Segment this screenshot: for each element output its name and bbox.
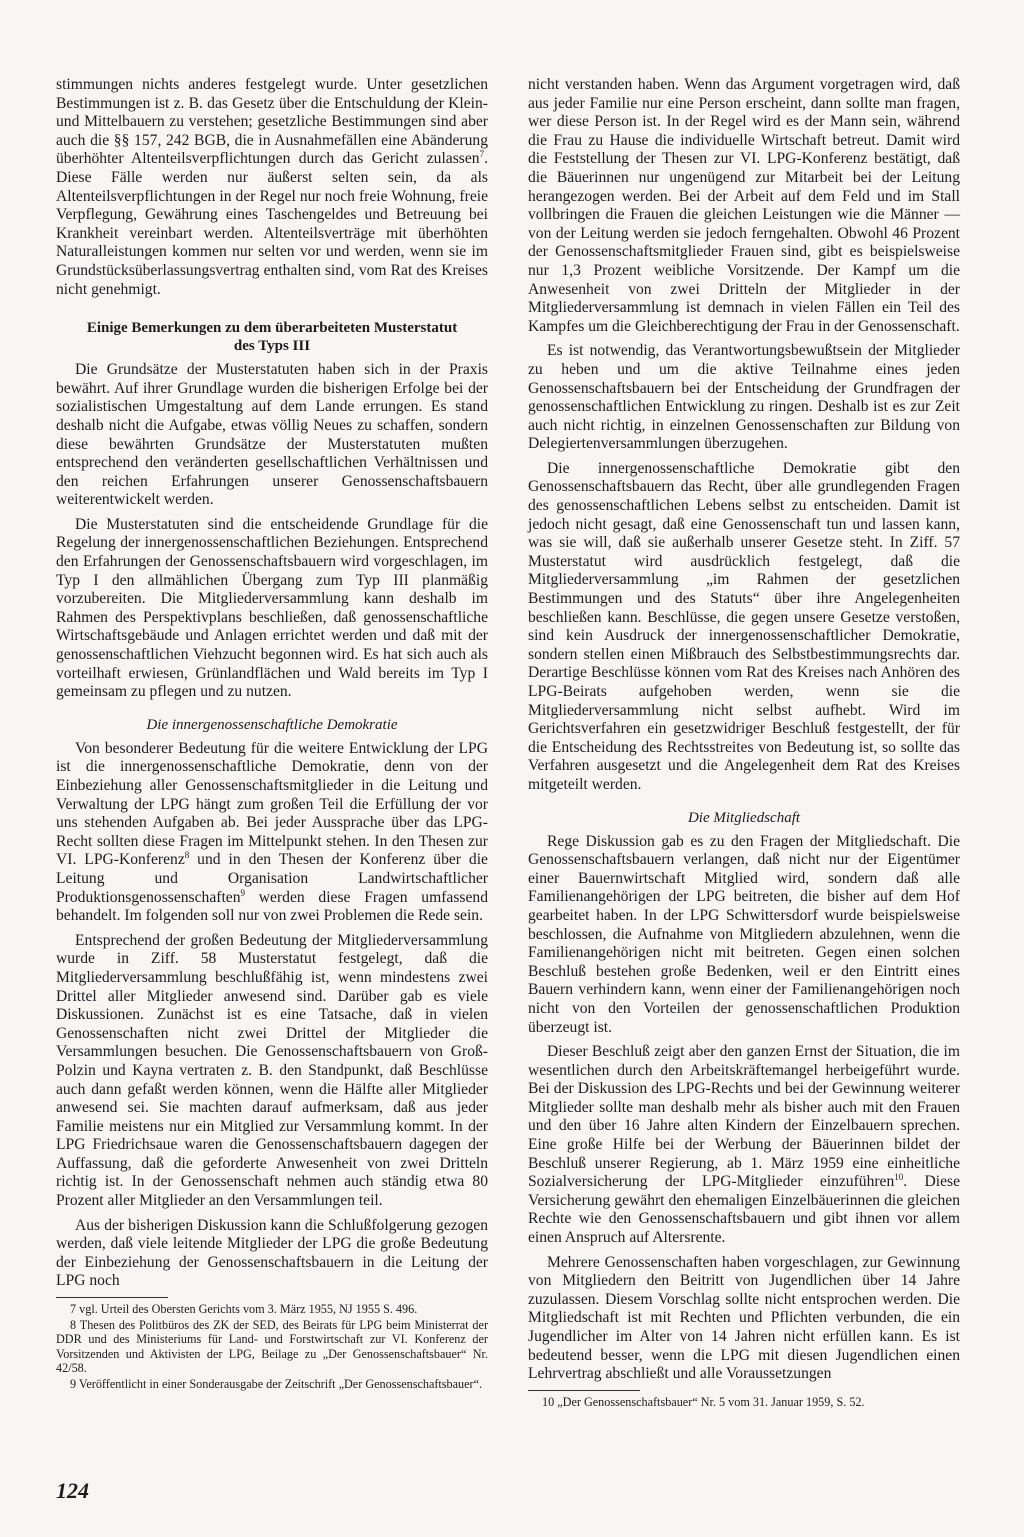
page-number: 124 [56, 1478, 89, 1503]
footnote: 9 Veröffentlicht in einer Sonderausgabe der Zeitschrift „Der Genossenschaftsbauer“. [70, 1377, 483, 1392]
section-heading: Einige Bemerkungen zu dem überarbeiteten Musterstatut des Typs III [86, 320, 458, 355]
paragraph: Aus der bisherigen Diskussion kann die Schlußfolgerung gezogen werden, daß viele leitende Mitglieder der LPG die große Bedeutung der Einbeziehung der Genossenschaftsbauern in die Leitung der LPG noch [56, 1216, 488, 1290]
paragraph: stimmungen nichts anderes festgelegt wurde. Unter gesetzlichen Bestimmungen ist z. B. das Gesetz über die Entschuldung der Klein- und Mittelbauern zu verstehen; gesetzliche Bestimmungen sind aber auch die §§ 157, 242 BGB, die in Ausnahmefällen eine Abänderung überhöhter Altenteilsverpflichtungen durch das Gericht zulassen$^7$. Diese Fälle werden nur äußerst selten sein, da als Altenteilsverpflichtungen in der Regel nur noch freie Wohnung, freie Verpflegung, Gewährung eines Taschengeldes und Betreuung bei Krankheit vereinbart werden. Altenteilsverträge mit überhöhten Naturalleistungen kommen nur selten vor und werden, wenn sie im Grundstücksüberlassungsvertrag enthalten sind, vom Rat des Kreises nicht genehmigt. [56, 76, 488, 298]
paragraph: Rege Diskussion gab es zu den Fragen der Mitgliedschaft. Die Genossenschaftsbauern verlangen, daß nicht nur der Eigentümer einer Bauernwirtschaft Mitglied wird, sondern daß alle Familienangehörigen der LPG beitreten, die bisher auf dem Hof gearbeitet haben. In der LPG Schwittersdorf wurde beispielsweise beschlossen, die Aufnahme von Mitgliedern abzulehnen, wenn die Familienangehörigen nicht mit beitreten. Gegen einen solchen Beschluß bestehen große Bedenken, weil er den Eintritt eines Bauern verhindern kann, wenn einer der Familienangehörigen noch nicht von den Vorteilen der genossenschaftlichen Produktion überzeugt ist. [528, 832, 960, 1036]
footnote: 10 „Der Genossenschaftsbauer“ Nr. 5 vom 31. Januar 1959, S. 52. [542, 1394, 865, 1409]
paragraph: Von besonderer Bedeutung für die weitere Entwicklung der LPG ist die innergenossenschaftliche Demokratie, denn von der Einbeziehung aller Genossenschaftsmitglieder in die Leitung und Verwaltung der LPG hängt zum großen Teil die Erfüllung der vor uns stehenden Aufgaben ab. Bei jeder Aussprache über das LPG-Recht sollten diese Fragen im Mittelpunkt stehen. In den Thesen zur VI. LPG-Konferenz$^8$ und in den Thesen der Konferenz über die Leitung und Organisation Landwirtschaftlicher Produktionsgenossenschaften$^9$ werden diese Fragen umfassend behandelt. Im folgenden soll nur von zwei Problemen die Rede sein. [56, 739, 488, 925]
subsection-heading: Die innergenossenschaftliche Demokratie [146, 716, 398, 733]
footnote: 8 Thesen des Politbüros des ZK der SED, des Beirats für LPG beim Ministerrat der DDR und des Ministeriums für Land- und Forstwirtschaft zur VI. Konferenz der Vorsitzenden und Aktivisten der LPG, Beilage zu „Der Genossenschaftsbauer“ Nr. 42/58. [56, 1318, 488, 1375]
paragraph: Die Musterstatuten sind die entscheidende Grundlage für die Regelung der innergenossenschaftlichen Beziehungen. Entsprechend den Erfahrungen der Genossenschaftsbauern wird vorgeschlagen, im Typ I den allmählichen Übergang zum Typ III planmäßig vorzubereiten. Die Mitgliederversammlung kann deshalb im Rahmen des Perspektivplans beschließen, daß genossenschaftliche Wirtschaftsgebäude und Anlagen errichtet werden und daß mit der genossenschaftlichen Viehzucht begonnen wird. Es hat sich auch als vorteilhaft erwiesen, Grünlandflächen und Wald bereits im Typ I gemeinsam zu pflegen und zu nutzen. [56, 515, 488, 701]
paragraph: Die Grundsätze der Musterstatuten haben sich in der Praxis bewährt. Auf ihrer Grundlage wurden die bisherigen Erfolge bei der sozialistischen Umgestaltung auf dem Lande errungen. Es stand deshalb nicht die Aufgabe, etwas völlig Neues zu schaffen, sondern diese bewährten Grundsätze der Musterstatuten mußten entsprechend den veränderten gesellschaftlichen Verhältnissen und den reichen Erfahrungen unserer Genossenschaftsbauern weiterentwickelt werden. [56, 361, 488, 509]
right-column [528, 76, 960, 1411]
footnote-ref: 8 [184, 850, 190, 861]
paragraph: Es ist notwendig, das Verantwortungsbewußtsein der Mitglieder zu heben und um die aktive Teilnahme eines jeden Genossenschaftsbauern bei der Entscheidung der Grundfragen der genossenschaftlichen Entwicklung zu ringen. Deshalb ist es zur Zeit auch nicht richtig, in einzelnen Genossenschaften zur Bildung von Delegiertenversammlungen überzugehen. [528, 342, 960, 453]
paragraph: Die innergenossenschaftliche Demokratie gibt den Genossenschaftsbauern das Recht, über alle grundlegenden Fragen des genossenschaftlichen Lebens selbst zu entscheiden. Damit ist jedoch nicht gesagt, daß eine Genossenschaft tun und lassen kann, was sie will, daß sie außerhalb unserer Gesetze steht. In Ziff. 57 Musterstatut wird ausdrücklich festgelegt, daß die Mitgliederversammlung „im Rahmen der gesetzlichen Bestimmungen und des Statuts“ über ihre Angelegenheiten beschließen kann. Beschlüsse, die gegen unsere Gesetze verstoßen, sind kein Ausdruck der innergenossenschaftlicher Demokratie, sondern stellen einen Mißbrauch des Selbstbestimmungsrechts dar. Derartige Beschlüsse können vom Rat des Kreises nach Anhören des LPG-Beirats aufgehoben werden, wenn sie die Mitgliederversammlung nicht selbst aufhebt. Wird im Gerichtsverfahren ein gesetzwidriger Beschluß festgestellt, der für die Entscheidung des Rechtsstreites von Bedeutung ist, so sollte das Verfahren ausgesetzt und die Angelegenheit dem Rat des Kreises mitgeteilt werden. [528, 459, 960, 793]
footnote-ref: 7 [479, 149, 485, 160]
footnote-ref: 10 [894, 1172, 904, 1183]
left-column [56, 76, 488, 1393]
paragraph: nicht verstanden haben. Wenn das Argument vorgetragen wird, daß aus jeder Familie nur eine Person erscheint, dann sollte man fragen, wer diese Person ist. In der Regel wird es der Mann sein, während die Frau zu Hause die individuelle Wirtschaft betreut. Damit wird die Feststellung der Thesen zur VI. LPG-Konferenz bestätigt, daß die Bäuerinnen nur ungenügend zur Mitarbeit bei der Leitung herangezogen werden. Bei der Arbeit auf dem Feld und im Stall vollbringen die Frauen die gleichen Leistungen wie die Männer — von der Leitung werden sie jedoch ferngehalten. Obwohl 46 Prozent der Genossenschaftsmitglieder Frauen sind, gibt es beispielsweise nur 1,3 Prozent weibliche Vorsitzende. Der Kampf um die Anwesenheit von zwei Dritteln der Mitglieder in der Mitgliederversammlung ist demnach in vielen Fällen ein Teil des Kampfes um die Gleichberechtigung der Frau in der Genossenschaft. [528, 76, 960, 335]
footnote-divider [528, 1390, 640, 1391]
paragraph: Entsprechend der großen Bedeutung der Mitgliederversammlung wurde in Ziff. 58 Musterstatut festgelegt, daß die Mitgliederversammlung beschlußfähig ist, wenn mindestens zwei Drittel aller Mitglieder anwesend sind. Darüber gab es viele Diskussionen. Zunächst ist es eine Tatsache, daß in vielen Genossenschaften nicht zwei Drittel der Mitglieder die Versammlungen besuchen. Die Genossenschaftsbauern von Groß-Polzin und Kayna vertraten z. B. den Standpunkt, daß Beschlüsse auch dann gefaßt werden können, wenn die Hälfte aller Mitglieder anwesend sei. Sie machten darauf aufmerksam, daß aus jeder Familie meistens nur ein Mitglied zur Versammlung kommt. In der LPG Friedrichsaue waren die Genossenschaftsbauern dagegen der Auffassung, daß die geforderte Anwesenheit von zwei Dritteln richtig ist. In der Genossenschaft nehmen auch ständig etwa 80 Prozent aller Mitglieder an den Versammlungen teil. [56, 931, 488, 1210]
paragraph: Mehrere Genossenschaften haben vorgeschlagen, zur Gewinnung von Mitgliedern den Beitritt von Jugendlichen über 14 Jahre zuzulassen. Diesem Vorschlag sollte nicht entsprochen werden. Die Mitgliedschaft ist mit Rechten und Pflichten verbunden, die ein Jugendlicher im Alter von 14 Jahren nicht erfüllen kann. Es ist bedeutend besser, wenn die LPG mit diesen Jugendlichen einen Lehrvertrag abschließt und alle Voraussetzungen [528, 1253, 960, 1383]
footnote: 7 vgl. Urteil des Obersten Gerichts vom 3. März 1955, NJ 1955 S. 496. [70, 1302, 418, 1317]
footnote-ref: 9 [240, 887, 245, 898]
paragraph: Dieser Beschluß zeigt aber den ganzen Ernst der Situation, die im wesentlichen durch den Arbeitskräftemangel herbeigeführt wurde. Bei der Diskussion des LPG-Rechts und bei der Gewinnung weiterer Mitglieder sollte man deshalb mehr als bisher auch mit den Frauen und den über 16 Jahre alten Kindern der Einzelbauern sprechen. Eine große Hilfe bei der Werbung der Bäuerinnen bildet der Beschluß unserer Regierung, ab 1. März 1959 eine einheitliche Sozialversicherung der LPG-Mitglieder einzuführen$^{10}$. Diese Versicherung gewährt den ehemaligen Einzelbäuerinnen die gleichen Rechte wie den Genossenschaftsbauern und gibt ihnen vor allem einen Anspruch auf Altersrente. [528, 1043, 960, 1247]
subsection-heading: Die Mitgliedschaft [687, 809, 801, 826]
footnote-divider [56, 1297, 168, 1298]
